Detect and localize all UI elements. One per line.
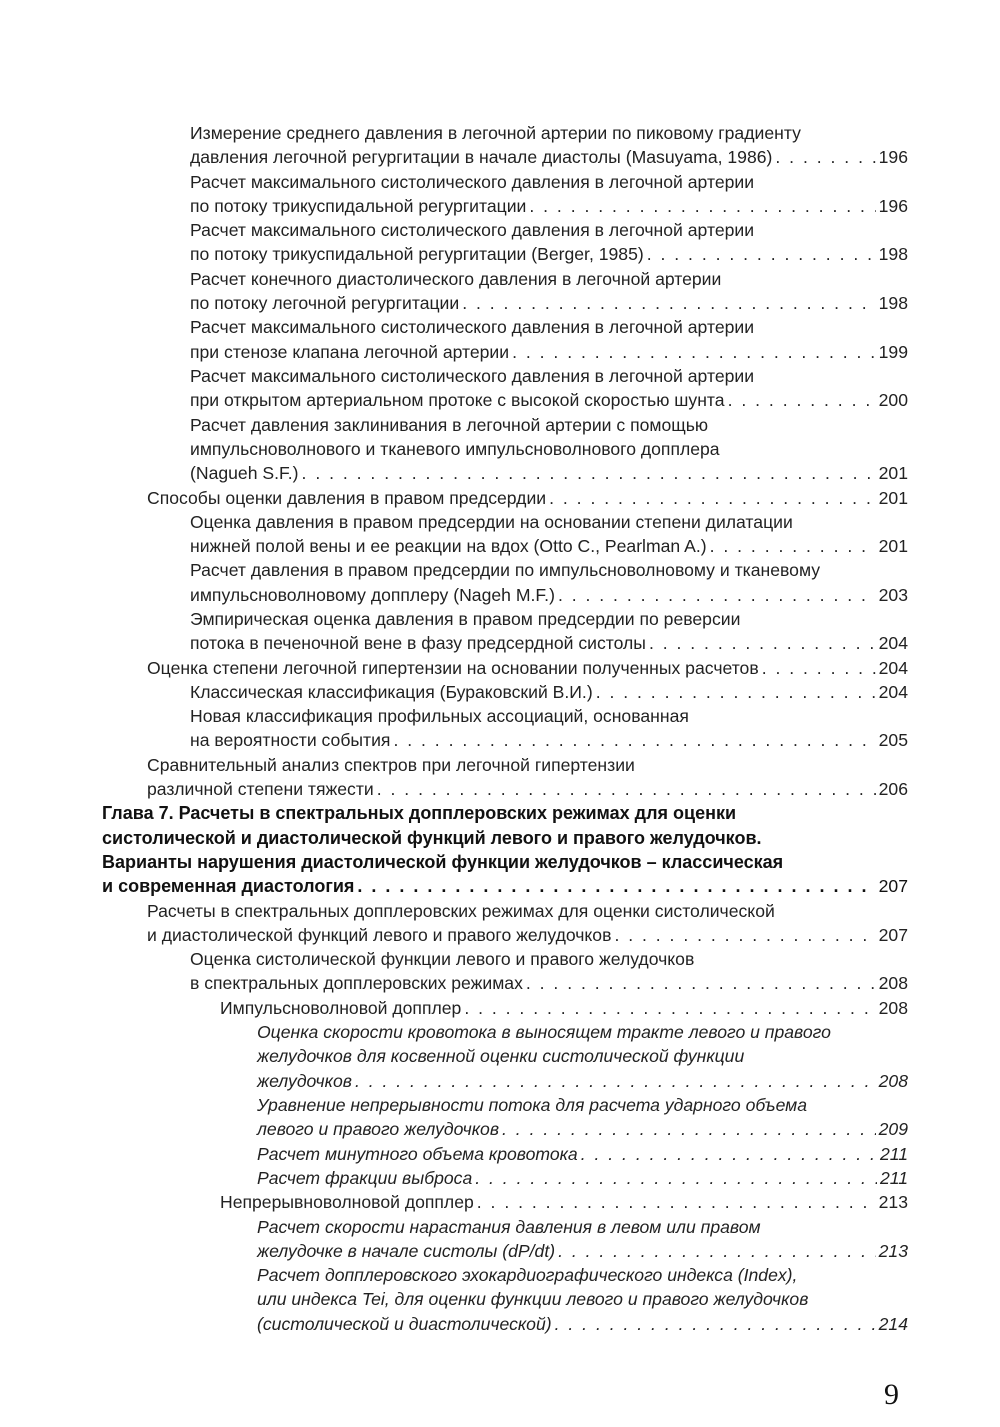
toc-entry [147,656,908,680]
toc-entry-text: Уравнение непрерывности потока для расчета ударного объема [257,1095,808,1115]
toc-entry-text: Варианты нарушения диастолической функции желудочков – классическая [102,851,784,872]
toc-entry-line [257,1263,908,1287]
toc-entry-text: и диастолической функций левого и правого желудочков [147,924,612,945]
dot-leader [502,1117,876,1141]
toc-entry-line [147,753,908,777]
toc-page-number: 208 [878,1070,908,1091]
toc-entry [257,1020,908,1093]
toc-entry-text: желудочке в начале систолы (dP/dt) [257,1240,556,1261]
toc-entry [190,947,908,996]
dot-leader [357,874,875,898]
toc-entry-line [190,170,908,194]
dot-leader [647,242,876,266]
toc-entry-text: при стенозе клапана легочной артерии [190,341,510,362]
toc-entry-line [190,267,908,291]
toc-entry-text: желудочков [257,1070,352,1091]
toc-entry-text: различной степени тяжести [147,779,374,800]
toc-entry-line [257,1239,908,1263]
toc-entry-line [257,1044,908,1068]
toc-entry-text: Классическая классификация (Бураковский В.И.) [190,681,593,702]
toc-entry-line [257,1215,908,1239]
dot-leader [377,777,876,801]
toc-entry-line [190,971,908,995]
dot-leader [393,728,875,752]
toc-entry-line [190,631,908,655]
toc-entry [190,413,908,486]
toc-entry-text: по потоку трикуспидальной регургитации [190,195,527,216]
toc-entry-line [190,680,908,704]
toc-entry-text: Новая классификация профильных ассоциаций, основанная [190,706,689,727]
toc-entry-line [102,826,908,850]
toc-entry-line [190,242,908,266]
toc-page-number: 199 [878,341,908,362]
toc-entry-text: на вероятности события [190,730,391,751]
dot-leader [555,1312,876,1336]
toc-entry [147,486,908,510]
toc-entry-text: в спектральных допплеровских режимах [190,973,523,994]
toc-entry-text: Расчет давления в правом предсердии по импульсноволновому и тканевому [190,560,821,581]
toc-page-number: 201 [878,536,908,557]
toc-page-number: 211 [879,1167,908,1188]
toc-entry-text: Способы оценки давления в правом предсердии [147,487,547,508]
dot-leader [477,1190,876,1214]
toc-entry-line [190,510,908,534]
toc-entry-line [257,1312,908,1336]
toc-page-number: 213 [878,1240,908,1261]
toc-entry-line [190,413,908,437]
toc-entry-text: потока в печеночной вене в фазу предсердной систолы [190,633,646,654]
toc-entry [220,996,908,1020]
toc-entry-line [147,899,908,923]
toc-entry-line [190,437,908,461]
dot-leader [549,486,876,510]
toc-entry-text: (Nagueh S.F.) [190,463,299,484]
toc-entry [257,1215,908,1264]
dot-leader [355,1069,876,1093]
toc-page-number: 208 [878,997,908,1018]
toc-entry-text: Импульсноволновой допплер [220,997,462,1018]
dot-leader [462,291,875,315]
toc-entry [190,315,908,364]
toc-entry-line [102,874,908,898]
toc-entry [257,1142,908,1166]
toc-entry-line [190,121,908,145]
toc-page-number: 204 [878,681,908,702]
toc-entry-line [190,534,908,558]
toc-entry-text: по потоку легочной регургитации [190,293,460,314]
toc-entry-line [190,583,908,607]
dot-leader [649,631,876,655]
toc-entry-line [190,218,908,242]
toc-entry-text: Расчет минутного объема кровотока [257,1143,578,1164]
toc-page-number: 201 [878,487,908,508]
toc-entry-text: Расчет допплеровского эхокардиографического индекса (Index), [257,1265,798,1286]
toc-entry-text: Оценка систолической функции левого и правого желудочков [190,949,695,970]
toc-entry-line [257,1142,908,1166]
toc-entry-line [147,486,908,510]
toc-entry-line [220,996,908,1020]
toc-entry-text: Глава 7. Расчеты в спектральных допплеровских режимах для оценки [102,803,737,824]
toc-entry-text: Расчет максимального систолического давления в легочной артерии [190,220,755,241]
toc-page-number: 200 [878,390,908,411]
toc-page-number: 207 [878,924,908,945]
toc-entry [190,510,908,559]
toc-page-number: 205 [878,730,908,751]
toc-entry-line [190,607,908,631]
toc-entry [190,267,908,316]
toc-page-number: 214 [878,1313,908,1334]
toc-page-number: 203 [878,584,908,605]
dot-leader [464,996,875,1020]
toc-page-number: 204 [878,633,908,654]
toc-entry-text: левого и правого желудочков [257,1119,500,1140]
toc-entry-text: Оценка скорости кровотока в выносящем тракте левого и правого [257,1022,831,1043]
dot-leader [558,1239,876,1263]
toc-entry-line [257,1166,908,1190]
toc-entry-line [190,728,908,752]
toc-page-number: 198 [878,244,908,265]
toc-page-number: 204 [878,657,908,678]
toc-entry-text: Расчет давления заклинивания в легочной артерии с помощью [190,414,709,435]
toc-entry-line [190,194,908,218]
toc-entry-line [190,291,908,315]
dot-leader [558,583,876,607]
toc-entry [190,558,908,607]
toc-entry-line [220,1190,908,1214]
toc-page-number: 198 [878,293,908,314]
toc-entry [220,1190,908,1214]
dot-leader [710,534,876,558]
toc-entry [190,170,908,219]
toc-entry-line [147,656,908,680]
dot-leader [614,923,875,947]
toc-entry-text: Расчеты в спектральных допплеровских режимах для оценки систолической [147,900,775,921]
toc-entry-text: нижней полой вены и ее реакции на вдох (Otto C., Pearlman A.) [190,536,707,557]
toc-entry-text: или индекса Tei, для оценки функции левого и правого желудочков [257,1289,809,1310]
toc-page-number: 201 [878,463,908,484]
toc-entry-text: желудочков для косвенной оценки систолической функции [257,1046,745,1067]
toc-entry-line [190,558,908,582]
toc-page-number: 211 [879,1143,908,1164]
toc-entry-text: систолической и диастолической функций левого и правого желудочков. [102,827,762,848]
toc-entry [190,680,908,704]
toc-page-number: 207 [878,876,908,897]
toc-entry-line [257,1117,908,1141]
toc-entry-text: при открытом артериальном протоке с высокой скоростью шунта [190,390,725,411]
toc-page-number: 208 [878,973,908,994]
toc-entry-text: Сравнительный анализ спектров при легочной гипертензии [147,754,635,775]
toc-entry-line [190,145,908,169]
toc-entry-text: Расчет конечного диастолического давления в легочной артерии [190,268,722,289]
toc-entry [190,607,908,656]
toc-entry-line [190,461,908,485]
toc-entry [190,218,908,267]
toc-entry-text: по потоку трикуспидальной регургитации (Berger, 1985) [190,244,644,265]
toc-page-number: 196 [878,195,908,216]
toc-entry [190,364,908,413]
dot-leader [512,340,876,364]
toc-page-number: 196 [878,147,908,168]
toc-entry-text: давления легочной регургитации в начале диастолы (Masuyama, 1986) [190,147,773,168]
toc-page-number: 209 [878,1119,908,1140]
dot-leader [596,680,876,704]
dot-leader [526,971,876,995]
dot-leader [529,194,875,218]
toc-entry-line [102,801,908,825]
toc-entry [257,1166,908,1190]
toc-entry-line [257,1093,908,1117]
toc-entry-text: Оценка степени легочной гипертензии на основании полученных расчетов [147,657,759,678]
toc-entry-text: Оценка давления в правом предсердии на основании степени дилатации [190,511,793,532]
dot-leader [475,1166,877,1190]
toc-entry [147,753,908,802]
toc-entry-text: Эмпирическая оценка давления в правом предсердии по реверсии [190,609,741,629]
toc-entry-line [147,777,908,801]
toc-entry-text: Расчет максимального систолического давления в легочной артерии [190,366,755,386]
page-number: 9 [884,1378,899,1411]
toc-entry-line [102,850,908,874]
toc-entry [147,899,908,948]
toc-entry-line [190,947,908,971]
toc-entry-text: и современная диастология [102,876,355,897]
dot-leader [762,656,876,680]
dot-leader [302,461,876,485]
dot-leader [728,388,876,412]
toc-entry-text: Расчет скорости нарастания давления в левом или правом [257,1216,761,1237]
toc-page-number: 206 [878,779,908,800]
dot-leader [775,145,875,169]
toc-entry-text: Расчет максимального систолического давления в легочной артерии [190,317,755,338]
toc-entry-text: Расчет максимального систолического давления в легочной артерии [190,171,755,192]
toc-entry-text: импульсноволновому допплеру (Nageh M.F.) [190,584,555,605]
toc-entry-text: Непрерывноволновой допплер [220,1192,474,1213]
toc-entry [190,121,908,170]
toc-entry-line [190,704,908,728]
toc-entry [190,704,908,753]
toc-entry-text: импульсноволнового и тканевого импульсноволнового допплера [190,438,720,459]
toc-entry [257,1263,908,1336]
toc-chapter-heading [102,801,908,898]
toc-entry-line [257,1287,908,1311]
toc-entry-line [190,364,908,388]
toc-page-number: 213 [878,1192,908,1213]
toc-entry-line [257,1069,908,1093]
toc-entry-line [190,388,908,412]
toc-entry-line [190,315,908,339]
toc-entry-text: Расчет фракции выброса [257,1167,473,1188]
toc-entry-line [147,923,908,947]
dot-leader [581,1142,877,1166]
toc-entry [257,1093,908,1142]
toc-entry-line [257,1020,908,1044]
toc-entry-text: Измерение среднего давления в легочной артерии по пиковому градиенту [190,123,801,143]
toc-entry-text: (систолической и диастолической) [257,1313,552,1334]
toc-entry-line [190,340,908,364]
